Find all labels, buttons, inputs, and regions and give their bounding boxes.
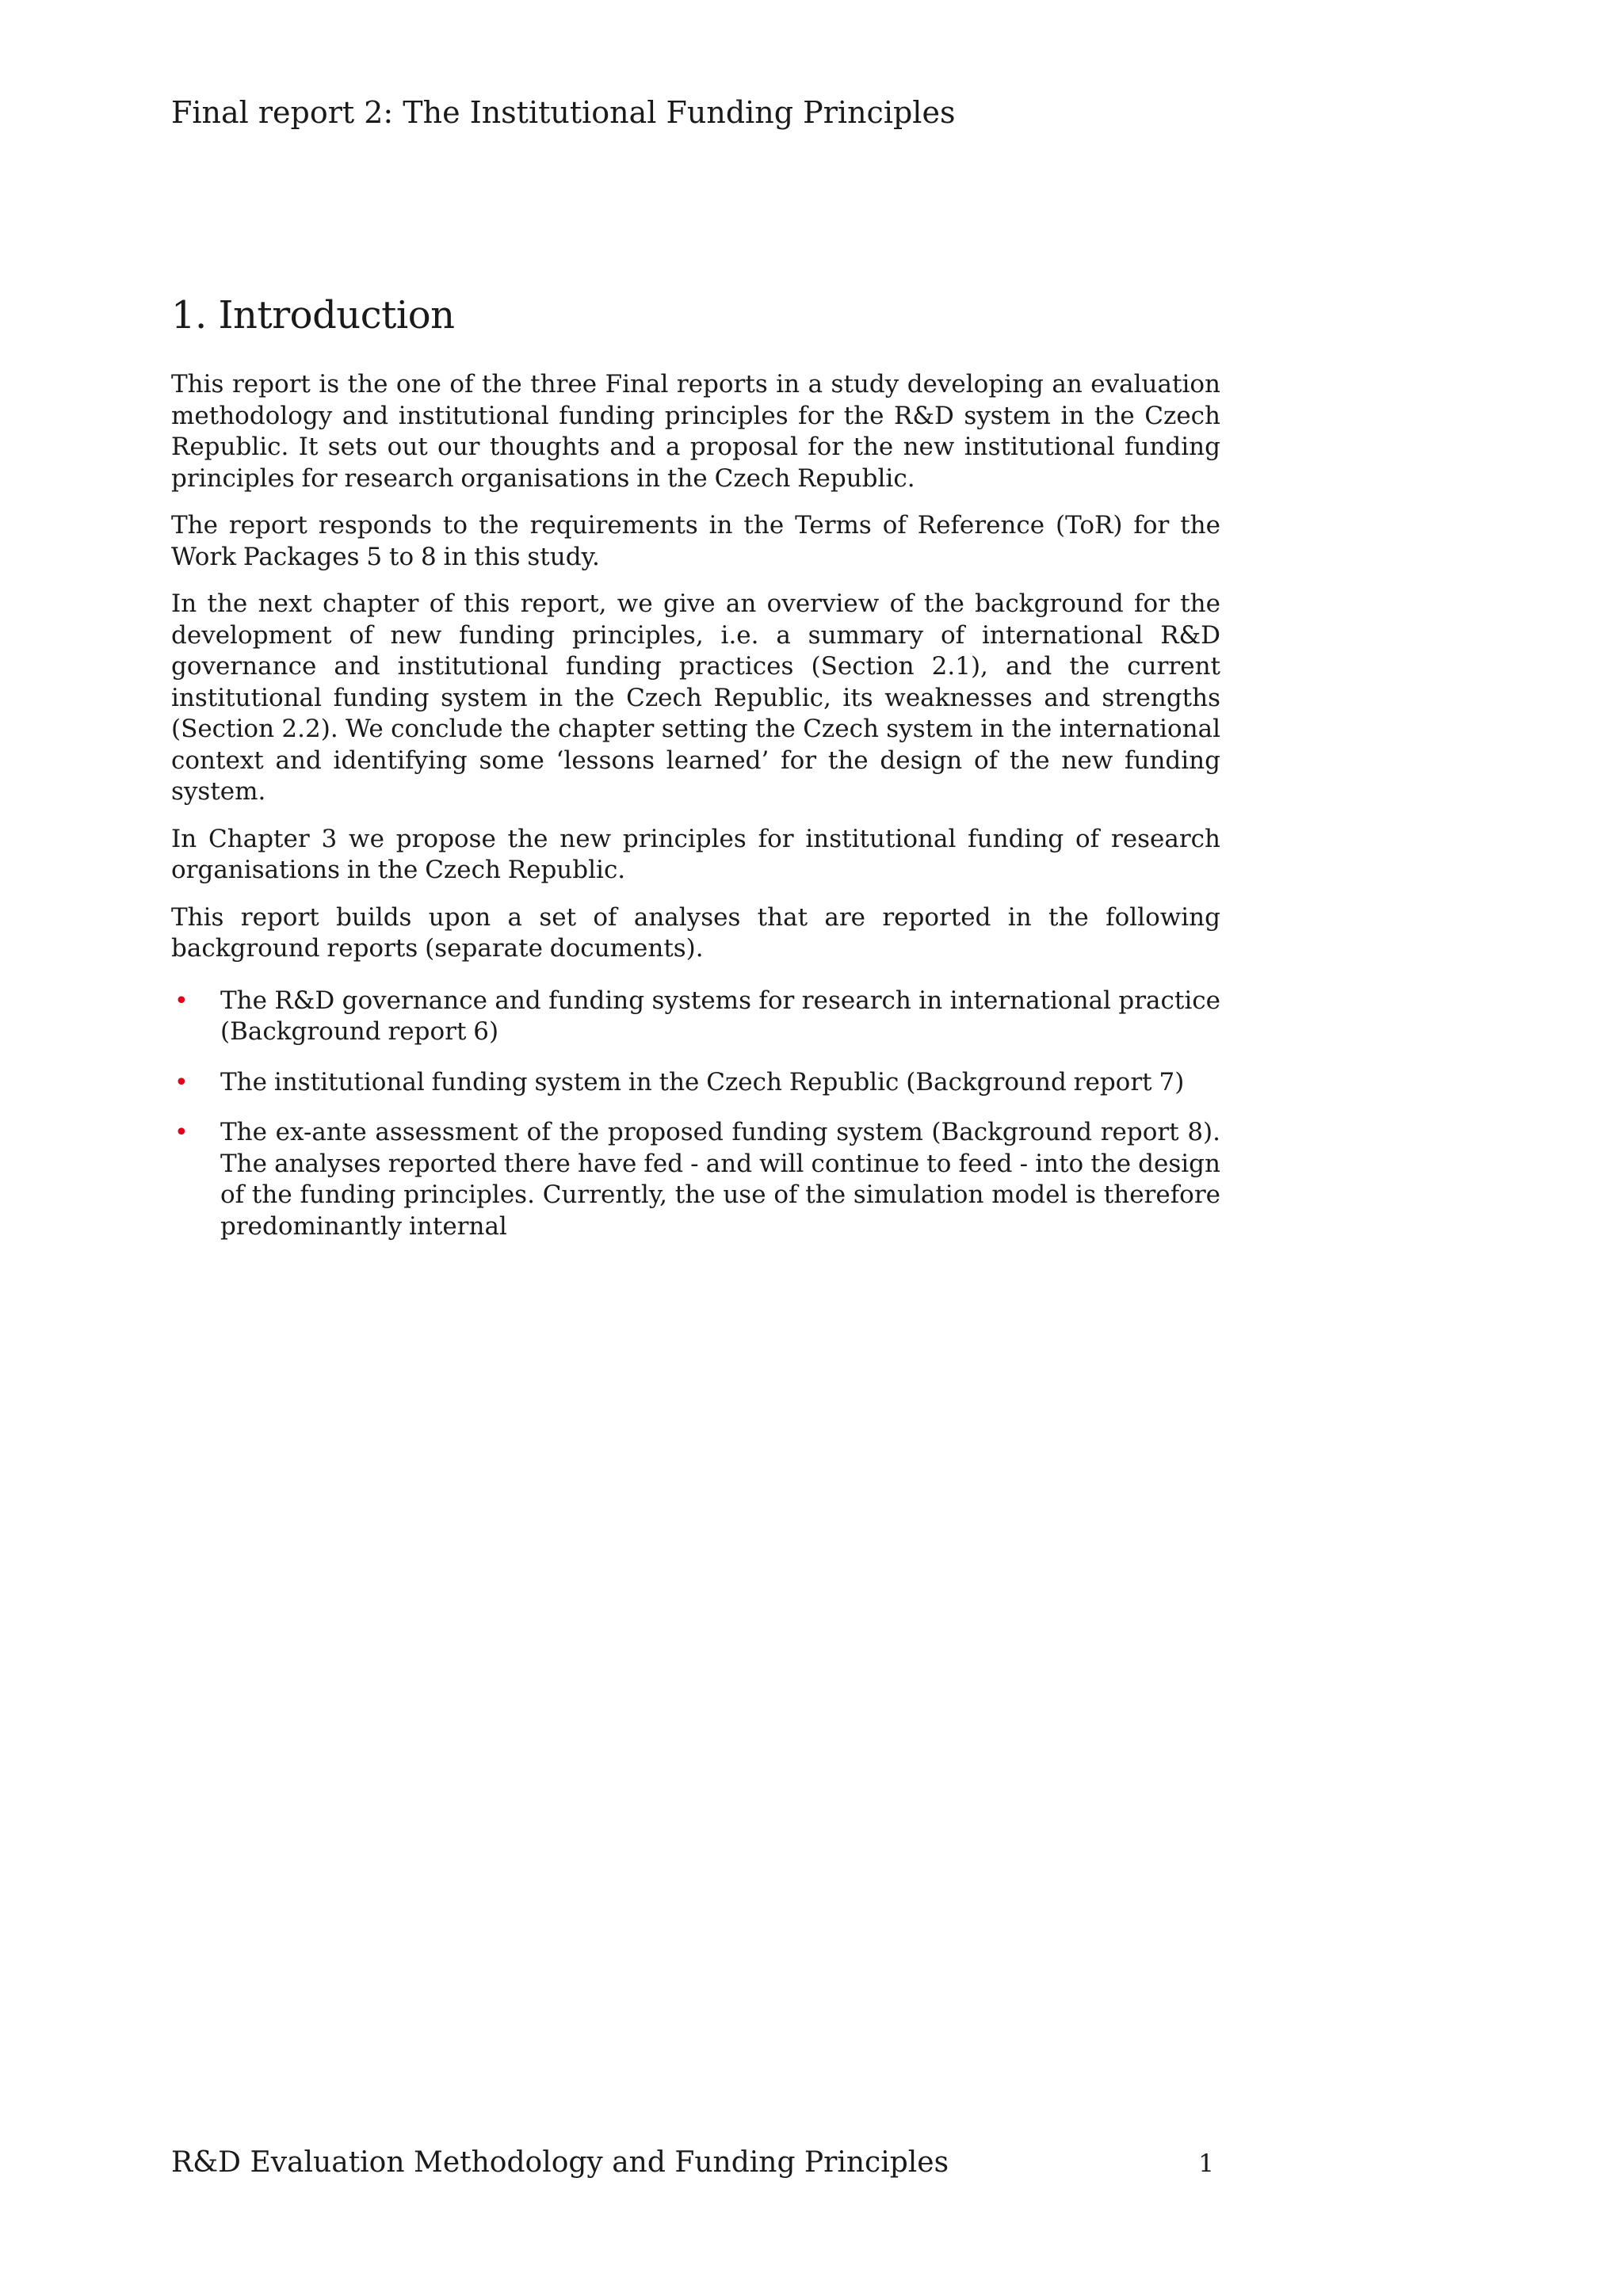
list-item-text: The R&D governance and funding systems for research in international practice (Background report 6) bbox=[220, 986, 1220, 1046]
main-content bbox=[171, 292, 1220, 1261]
paragraph-overview: In the next chapter of this report, we give an overview of the background for the development of new funding principles, i.e. a summary of international R&D governance and institutional funding practices (Section 2.1), and the current institutional funding system in the Czech Republic, its weaknesses and strengths (Section 2.2). We conclude the chapter setting the Czech system in the international context and identifying some ‘lessons learned’ for the design of the new funding system. bbox=[171, 589, 1220, 806]
running-footer bbox=[171, 2145, 1220, 2182]
bullet-icon: • bbox=[174, 1068, 189, 1097]
list-item bbox=[171, 1067, 1220, 1099]
list-item-text: The institutional funding system in the Czech Republic (Background report 7) bbox=[220, 1067, 1185, 1097]
background-report-list bbox=[171, 986, 1220, 1243]
paragraph-intro: This report is the one of the three Final reports in a study developing an evaluation methodology and institutional funding principles for the R&D system in the Czech Republic. It sets out our thoughts and a proposal for the new institutional funding principles for research organisations in the Czech Republic. bbox=[171, 370, 1220, 493]
bullet-icon: • bbox=[174, 1119, 189, 1146]
running-header: Final report 2: The Institutional Funding Principles bbox=[171, 95, 956, 130]
list-item bbox=[171, 986, 1220, 1048]
chapter-title: 1. Introduction bbox=[171, 293, 455, 338]
paragraph-tor: The report responds to the requirements in the Terms of Reference (ToR) for the Work Packages 5 to 8 in this study. bbox=[171, 511, 1220, 571]
page-number: 1 bbox=[1198, 2149, 1214, 2178]
list-item-text: The ex-ante assessment of the proposed funding system (Background report 8). The analyses reported there have fed - and will continue to feed - into the design of the funding principles. Currently, the use of the simulation model is therefore predominantly internal bbox=[220, 1118, 1220, 1241]
paragraph-background-reports: This report builds upon a set of analyses that are reported in the following background reports (separate documents). bbox=[171, 902, 1220, 963]
paragraph-chapter-3: In Chapter 3 we propose the new principles for institutional funding of research organisations in the Czech Republic. bbox=[171, 824, 1220, 884]
bullet-icon: • bbox=[174, 986, 189, 1015]
footer-title: R&D Evaluation Methodology and Funding Principles bbox=[171, 2146, 949, 2179]
list-item bbox=[171, 1117, 1220, 1242]
